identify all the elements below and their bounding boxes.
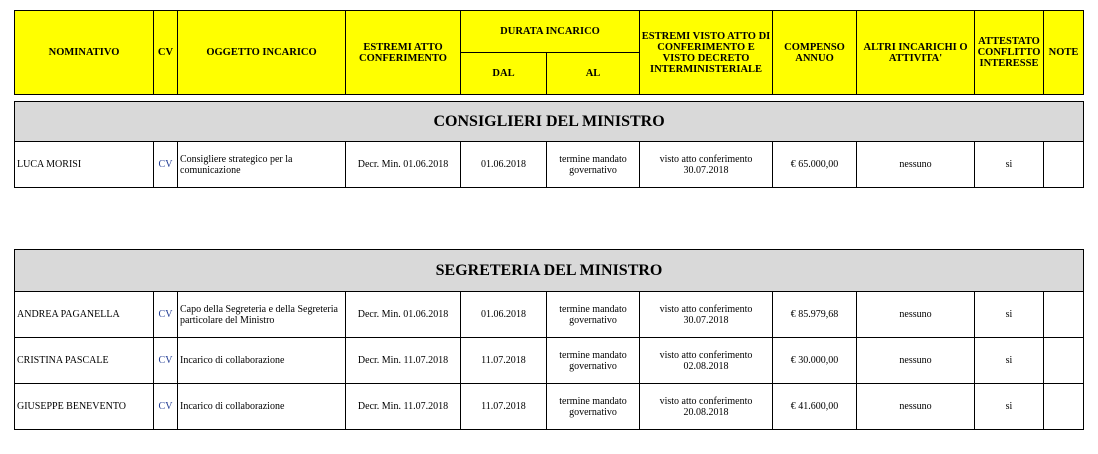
col-nominativo: NOMINATIVO	[15, 11, 154, 95]
cell-visto: visto atto conferimento 02.08.2018	[640, 338, 773, 384]
col-attestato: ATTESTATO CONFLITTO INTERESSE	[975, 11, 1044, 95]
col-compenso: COMPENSO ANNUO	[773, 11, 857, 95]
cell-altri: nessuno	[857, 384, 975, 430]
cell-visto: visto atto conferimento 30.07.2018	[640, 142, 773, 188]
col-note: NOTE	[1044, 11, 1084, 95]
cell-dal: 11.07.2018	[461, 338, 547, 384]
col-al: AL	[547, 53, 640, 95]
cell-atto: Decr. Min. 11.07.2018	[346, 338, 461, 384]
cell-compenso: € 65.000,00	[773, 142, 857, 188]
cell-compenso: € 30.000,00	[773, 338, 857, 384]
header-table	[14, 10, 1084, 95]
cell-al: termine mandato governativo	[547, 142, 640, 188]
cell-altri: nessuno	[857, 292, 975, 338]
cell-al: termine mandato governativo	[547, 338, 640, 384]
cell-al: termine mandato governativo	[547, 292, 640, 338]
cell-oggetto: Consigliere strategico per la comunicazione	[178, 142, 346, 188]
cell-attestato: si	[975, 338, 1044, 384]
cell-nominativo: LUCA MORISI	[15, 142, 154, 188]
cell-nominativo: CRISTINA PASCALE	[15, 338, 154, 384]
cell-note	[1044, 384, 1084, 430]
table-row	[15, 338, 1084, 384]
cell-atto: Decr. Min. 01.06.2018	[346, 292, 461, 338]
cell-attestato: si	[975, 142, 1044, 188]
cell-nominativo: GIUSEPPE BENEVENTO	[15, 384, 154, 430]
cell-compenso: € 85.979,68	[773, 292, 857, 338]
cell-oggetto: Incarico di collaborazione	[178, 384, 346, 430]
cell-altri: nessuno	[857, 142, 975, 188]
section-title: SEGRETERIA DEL MINISTRO	[15, 250, 1084, 292]
cv-link[interactable]: CV	[154, 292, 178, 338]
cell-oggetto: Capo della Segreteria e della Segreteria particolare del Ministro	[178, 292, 346, 338]
cell-dal: 01.06.2018	[461, 142, 547, 188]
cell-attestato: si	[975, 384, 1044, 430]
col-oggetto: OGGETTO INCARICO	[178, 11, 346, 95]
section-consiglieri	[14, 101, 1084, 188]
cell-note	[1044, 292, 1084, 338]
cell-attestato: si	[975, 292, 1044, 338]
cell-dal: 01.06.2018	[461, 292, 547, 338]
table-row	[15, 142, 1084, 188]
cell-atto: Decr. Min. 11.07.2018	[346, 384, 461, 430]
table-row	[15, 384, 1084, 430]
cell-nominativo: ANDREA PAGANELLA	[15, 292, 154, 338]
section-title: CONSIGLIERI DEL MINISTRO	[15, 102, 1084, 142]
cv-link[interactable]: CV	[154, 338, 178, 384]
cell-atto: Decr. Min. 01.06.2018	[346, 142, 461, 188]
section-segreteria	[14, 249, 1084, 430]
table-row	[15, 292, 1084, 338]
col-estremi-visto: ESTREMI VISTO ATTO DI CONFERIMENTO E VISTO DECRETO INTERMINISTERIALE	[640, 11, 773, 95]
col-dal: DAL	[461, 53, 547, 95]
cell-oggetto: Incarico di collaborazione	[178, 338, 346, 384]
cell-compenso: € 41.600,00	[773, 384, 857, 430]
col-cv: CV	[154, 11, 178, 95]
cv-link[interactable]: CV	[154, 142, 178, 188]
cell-altri: nessuno	[857, 338, 975, 384]
cv-link[interactable]: CV	[154, 384, 178, 430]
cell-visto: visto atto conferimento 20.08.2018	[640, 384, 773, 430]
cell-note	[1044, 142, 1084, 188]
cell-dal: 11.07.2018	[461, 384, 547, 430]
col-durata: DURATA INCARICO	[461, 11, 640, 53]
cell-visto: visto atto conferimento 30.07.2018	[640, 292, 773, 338]
cell-note	[1044, 338, 1084, 384]
cell-al: termine mandato governativo	[547, 384, 640, 430]
col-estremi-atto: ESTREMI ATTO CONFERIMENTO	[346, 11, 461, 95]
col-altri: ALTRI INCARICHI O ATTIVITA'	[857, 11, 975, 95]
